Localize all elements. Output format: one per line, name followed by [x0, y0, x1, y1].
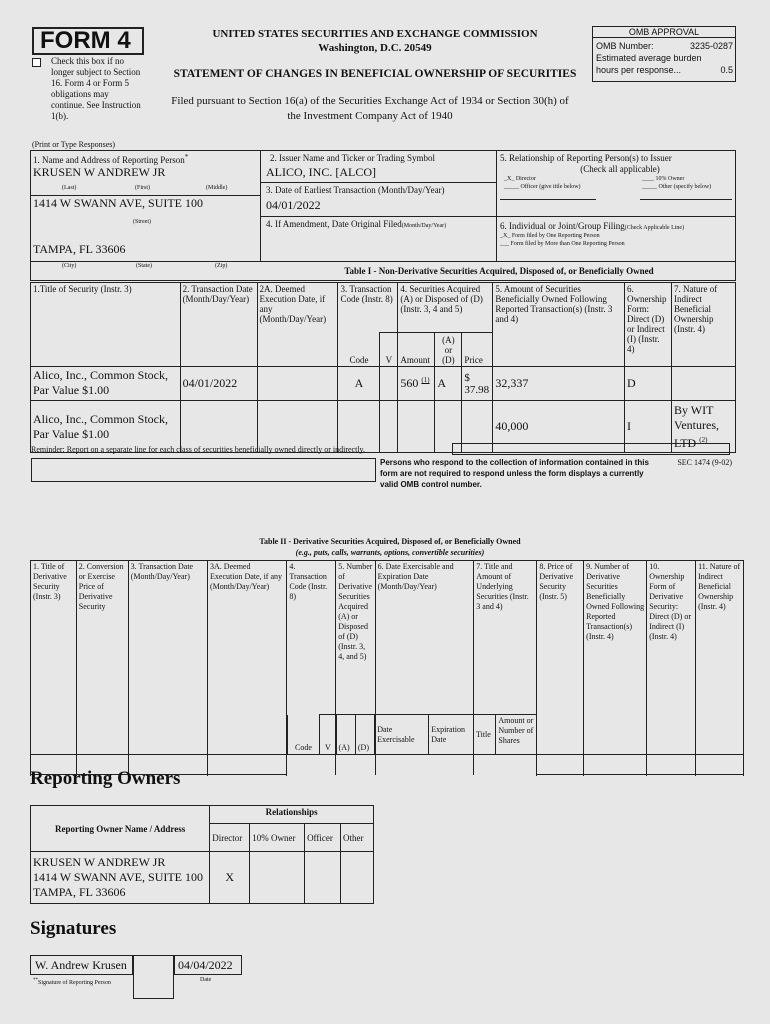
t2-h-deemed: 3A. Deemed Execution Date, if any (Month/Day/Year)	[208, 561, 287, 775]
ro-h-other: Other	[341, 824, 374, 852]
signature-mid-box	[133, 955, 174, 999]
relationship-other: _____ Other (specify below)	[642, 184, 712, 190]
ro-h-10pct: 10% Owner	[250, 824, 305, 852]
t1-h-security: 1.Title of Security (Instr. 3)	[31, 283, 181, 367]
signature-name: W. Andrew Krusen	[35, 958, 127, 972]
earliest-date-value: 04/01/2022	[266, 198, 321, 212]
signature-date: 04/04/2022	[178, 958, 233, 972]
no-longer-subject-note: Check this box if no longer subject to Section 16. Form 4 or Form 5 obligations may continue. See Instruction 1(b).	[51, 56, 141, 121]
omb-heading: OMB APPROVAL	[592, 27, 736, 38]
table1	[30, 282, 736, 453]
t1-form: I	[625, 401, 672, 453]
table2-subheader	[30, 714, 744, 755]
table2-title: Table II - Derivative Securities Acquired, Disposed of, or Beneficially Owned	[259, 537, 521, 546]
reporting-owners-table	[30, 805, 374, 904]
t1-h-deemed: 2A. Deemed Execution Date, if any (Month/Day/Year)	[257, 283, 338, 367]
t2-h-d: (D)	[355, 715, 374, 755]
sec-code: SEC 1474 (9-02)	[677, 458, 732, 467]
statement-title: STATEMENT OF CHANGES IN BENEFICIAL OWNERSHIP OF SECURITIES	[173, 68, 577, 80]
t1-h-code-sub: Code	[338, 333, 380, 367]
filed-pursuant-line-1: Filed pursuant to Section 16(a) of the Securities Exchange Act of 1934 or Section 30(h) of	[171, 95, 569, 107]
t2-h-owned: 9. Number of Derivative Securities Beneficially Owned Following Reported Transaction(s) (Instr. 4)	[584, 561, 647, 775]
t1-h-amount: Amount	[398, 333, 435, 367]
agency-name: UNITED STATES SECURITIES AND EXCHANGE COMMISSION	[212, 28, 538, 40]
last-label: (Last)	[62, 185, 77, 191]
t2-h-v: V	[320, 715, 336, 755]
t2-h-date: 3. Transaction Date (Month/Day/Year)	[128, 561, 207, 775]
t2-h-exercisable: 6. Date Exercisable and Expiration Date (Month/Day/Year)	[375, 561, 474, 775]
t2-h-underlying: 7. Title and Amount of Underlying Securities (Instr. 3 and 4)	[474, 561, 537, 775]
ro-director-mark: X	[210, 852, 250, 904]
reporting-owners-heading: Reporting Owners	[30, 768, 181, 789]
t1-h-v: V	[380, 333, 398, 367]
t1-h-acquired: 4. Securities Acquired (A) or Disposed of (D) (Instr. 3, 4 and 5)	[398, 283, 493, 333]
table-row	[31, 367, 736, 401]
t1-deemed	[257, 367, 338, 401]
t1-owned: 32,337	[493, 367, 625, 401]
t2-h-title: 1. Title of Derivative Security (Instr. 3)	[31, 561, 77, 775]
t2-h-title-sub: Title	[474, 715, 496, 755]
state-label: (State)	[136, 263, 152, 269]
t2-h-form: 10. Ownership Form of Derivative Security: Direct (D) or Indirect (I) (Instr. 4)	[647, 561, 696, 775]
omb-hours-label: hours per response...	[596, 65, 682, 75]
persons-notice: Persons who respond to the collection of information contained in this form are not required to respond unless the form displays a currently valid OMB control number.	[380, 458, 649, 489]
omb-hours: 0.5	[720, 65, 733, 75]
ro-h-officer: Officer	[305, 824, 341, 852]
t1-amount: 560 $^{(1)}$	[398, 367, 435, 401]
t2-h-code: 4. Transaction Code (Instr. 8)	[287, 561, 336, 775]
issuer-value: ALICO, INC. [ALCO]	[266, 165, 376, 179]
reporting-person-name: KRUSEN W ANDREW JR	[33, 165, 166, 179]
t1-h-code: 3. Transaction Code (Instr. 8)	[338, 283, 398, 333]
t2-h-exp: Expiration Date	[429, 715, 474, 755]
signatures-heading: Signatures	[30, 918, 117, 939]
ro-owner: KRUSEN W ANDREW JR 1414 W SWANN AVE, SUITE 100 TAMPA, FL 33606	[31, 852, 210, 904]
amendment-label: 4. If Amendment, Date Original Filed(Month/Day/Year)	[266, 219, 447, 229]
omb-number-label: OMB Number:	[596, 41, 654, 51]
t1-h-owned: 5. Amount of Securities Beneficially Owned Following Reported Transaction(s) (Instr. 3 and 4)	[493, 283, 625, 367]
t1-code: A	[338, 367, 380, 401]
t1-security: Alico, Inc., Common Stock, Par Value $1.00	[31, 367, 181, 401]
t2-h-number: 5. Number of Derivative Securities Acquired (A) or Disposed of (D) (Instr. 3, 4, and 5)	[336, 561, 375, 775]
ro-h-name: Reporting Owner Name / Address	[31, 806, 210, 852]
t1-owned: 40,000	[493, 401, 625, 453]
agency-city: Washington, D.C. 20549	[318, 42, 432, 54]
relationship-10pct: ____ 10% Owner	[642, 176, 685, 182]
t1-h-date: 2. Transaction Date (Month/Day/Year)	[180, 283, 257, 367]
relationship-director: _X_ Director	[504, 176, 536, 182]
t1-v	[380, 367, 398, 401]
individual-filing-opt2: ___ Form filed by More than One Reporting Person	[500, 241, 625, 247]
table1-title: Table I - Non-Derivative Securities Acquired, Disposed of, or Beneficially Owned	[344, 266, 654, 276]
t1-security: Alico, Inc., Common Stock, Par Value $1.00	[31, 401, 181, 453]
reporting-person-street: 1414 W SWANN AVE, SUITE 100	[33, 196, 204, 210]
form-title: FORM 4	[40, 27, 131, 54]
t1-h-price: Price	[462, 333, 493, 367]
t2-h-nature: 11. Nature of Indirect Beneficial Ownership (Instr. 4)	[696, 561, 744, 775]
footnote-mark: *	[184, 153, 189, 161]
t1-nature: By WIT Ventures, LTD $^{(2)}$	[672, 401, 736, 453]
t1-form: D	[625, 367, 672, 401]
first-label: (First)	[135, 185, 150, 191]
t1-date: 04/01/2022	[180, 367, 257, 401]
earliest-date-label: 3. Date of Earliest Transaction (Month/Day/Year)	[266, 185, 445, 195]
t1-price: $ 37.98	[462, 367, 493, 401]
signature-label: **Signature of Reporting Person	[33, 978, 111, 986]
t2-h-code-sub: Code	[287, 715, 320, 755]
issuer-label: 2. Issuer Name and Ticker or Trading Symbol	[270, 153, 435, 163]
t1-aord: A	[435, 367, 462, 401]
table-row	[31, 852, 374, 904]
t2-h-date-ex: Date Exercisable	[375, 715, 429, 755]
street-label: (Street)	[133, 219, 151, 225]
filed-pursuant-line-2: the Investment Company Act of 1940	[287, 110, 453, 122]
individual-filing-label: 6. Individual or Joint/Group Filing(Check Applicable Line)	[500, 221, 685, 231]
reminder-text: Reminder: Report on a separate line for each class of securities beneficially owned directly or indirectly.	[31, 445, 366, 454]
t2-h-conversion: 2. Conversion or Exercise Price of Derivative Security	[76, 561, 128, 775]
no-longer-subject-checkbox[interactable]	[32, 58, 41, 67]
ro-h-relationships: Relationships	[210, 806, 374, 824]
omb-number: 3235-0287	[689, 41, 733, 51]
t1-h-aord: (A) or (D)	[435, 333, 462, 367]
reporting-person-city: TAMPA, FL 33606	[33, 242, 126, 256]
zip-label: (Zip)	[215, 263, 228, 269]
city-label: (City)	[62, 263, 77, 269]
ro-h-director: Director	[210, 824, 250, 852]
table2-subtitle: (e.g., puts, calls, warrants, options, convertible securities)	[295, 548, 485, 557]
t2-h-amt-shares: Amount or Number of Shares	[496, 715, 537, 755]
t2-h-a: (A)	[336, 715, 355, 755]
reporting-person-label: 1. Name and Address of Reporting Person*	[33, 153, 189, 165]
relationship-label: 5. Relationship of Reporting Person(s) to Issuer	[500, 153, 672, 163]
notice-left-box	[31, 458, 376, 482]
individual-filing-opt1: _X_ Form filed by One Reporting Person	[500, 233, 600, 239]
date-label: Date	[200, 977, 212, 983]
t1-h-nature: 7. Nature of Indirect Beneficial Ownership (Instr. 4)	[672, 283, 736, 367]
omb-burden-label: Estimated average burden	[596, 53, 702, 63]
middle-label: (Middle)	[206, 185, 228, 191]
reminder-box	[452, 443, 730, 455]
relationship-sub: (Check all applicable)	[580, 164, 660, 174]
t1-h-form: 6. Ownership Form: Direct (D) or Indirect (I) (Instr. 4)	[625, 283, 672, 367]
relationship-officer: _____ Officer (give title below)	[504, 184, 581, 190]
print-type-note: (Print or Type Responses)	[32, 140, 116, 149]
t2-h-price: 8. Price of Derivative Security (Instr. 5)	[537, 561, 584, 775]
t1-nature	[672, 367, 736, 401]
